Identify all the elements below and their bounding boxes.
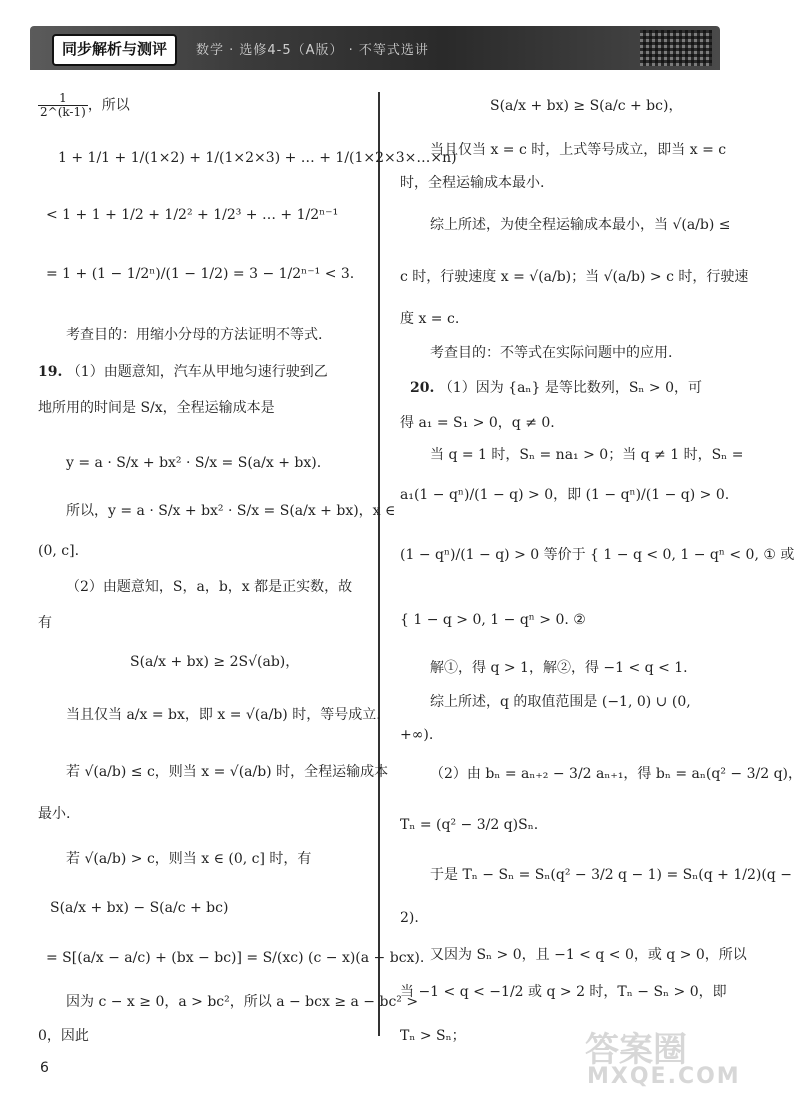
text-line: 综上所述，为使全程运输成本最小，当 √(a/b) ≤ [430, 217, 731, 233]
text-line: 时，全程运输成本最小. [400, 175, 545, 191]
text-line: 又因为 Sₙ > 0，且 −1 < q < 0，或 q > 0，所以 [430, 947, 747, 963]
text-line: +∞). [400, 727, 434, 743]
text-line: Tₙ = (q² − 3/2 q)Sₙ. [400, 817, 539, 833]
text-line: 于是 Tₙ − Sₙ = Sₙ(q² − 3/2 q − 1) = Sₙ(q + 1/2)(q − [430, 867, 792, 883]
text-line: 综上所述，q 的取值范围是 (−1, 0) ∪ (0, [430, 694, 691, 710]
book-subtitle: 数学 · 选修4-5（A版） · 不等式选讲 [196, 43, 429, 58]
text-line: c 时，行驶速度 x = √(a/b)；当 √(a/b) > c 时，行驶速 [400, 269, 749, 285]
question-number: 20. [410, 380, 435, 396]
text-line: 当且仅当 a/x = bx，即 x = √(a/b) 时，等号成立. [66, 707, 381, 723]
purpose-note: 考查目的：用缩小分母的方法证明不等式. [66, 327, 323, 343]
text-line: （2）由题意知，S，a，b，x 都是正实数，故 [66, 579, 353, 595]
cost-difference: S(a/x + bx) − S(a/c + bc) [50, 900, 229, 916]
text-line: 当且仅当 x = c 时，上式等号成立，即当 x = c [430, 142, 727, 158]
text-line: 0，因此 [38, 1028, 89, 1044]
page-header [30, 26, 720, 70]
case-system-2: { 1 − q > 0, 1 − qⁿ > 0. ② [400, 612, 586, 628]
cost-formula: y = a · S/x + bx² · S/x = S(a/x + bx). [66, 455, 322, 471]
purpose-note: 考查目的：不等式在实际问题中的应用. [430, 345, 673, 361]
cost-difference-expanded: = S[(a/x − a/c) + (bx − bc)] = S/(xc) (c − x)(a − bcx). [46, 950, 425, 966]
line-continuation: $\frac{1}{2\^{}(k-1)}$ ，所以 [40, 91, 130, 119]
question-20-intro: 20. （1）因为 {aₙ} 是等比数列，Sₙ > 0，可 [410, 380, 703, 396]
text-line: 2). [400, 910, 419, 926]
header-decoration [640, 30, 712, 66]
text-line: （2）由 bₙ = aₙ₊₂ − 3/2 aₙ₊₁，得 bₙ = aₙ(q² − 3/2 q)， [430, 766, 802, 782]
sum-condition: a₁(1 − qⁿ)/(1 − q) > 0，即 (1 − qⁿ)/(1 − q) > 0. [400, 487, 730, 503]
page-number: 6 [40, 1060, 49, 1076]
question-19-intro: 19. （1）由题意知，汽车从甲地匀速行驶到乙 [38, 364, 328, 380]
cost-inequality: S(a/x + bx) ≥ S(a/c + bc)， [490, 98, 683, 114]
watermark-text: 答案圈 [585, 1030, 687, 1070]
series-result: = 1 + (1 − 1/2ⁿ)/(1 − 1/2) = 3 − 1/2ⁿ⁻¹ < 3. [46, 266, 355, 282]
text-line: 若 √(a/b) ≤ c，则当 x = √(a/b) 时，全程运输成本 [66, 764, 389, 780]
question-number: 19. [38, 364, 63, 380]
watermark-logo [585, 1022, 741, 1092]
text-line: 得 a₁ = S₁ > 0，q ≠ 0. [400, 415, 555, 431]
text-line: (0, c]. [38, 543, 80, 559]
text-line: 最小. [38, 806, 71, 822]
series-bound: < 1 + 1 + 1/2 + 1/2² + 1/2³ + … + 1/2ⁿ⁻¹ [46, 207, 339, 223]
case-system-1: (1 − qⁿ)/(1 − q) > 0 等价于 { 1 − q < 0, 1 − qⁿ < 0, ① 或 [400, 547, 795, 563]
fraction: $\frac{1}{2\^{}(k-1)}$ [40, 91, 86, 119]
column-divider [378, 92, 380, 1036]
text-line: 当 −1 < q < −1/2 或 q > 2 时，Tₙ − Sₙ > 0，即 [400, 984, 727, 1000]
text-line: 度 x = c. [400, 311, 460, 327]
am-gm-inequality: S(a/x + bx) ≥ 2S√(ab)， [130, 654, 300, 670]
text-line: 解①，得 q > 1，解②，得 −1 < q < 1. [430, 660, 688, 676]
text-line: 因为 c − x ≥ 0，a > bc²，所以 a − bcx ≥ a − bc² > [66, 994, 419, 1010]
text-line: Tₙ > Sₙ； [400, 1028, 466, 1044]
text-line: 当 q = 1 时，Sₙ = na₁ > 0；当 q ≠ 1 时，Sₙ = [430, 447, 744, 463]
section-badge: 同步解析与测评 [52, 34, 177, 66]
text-line: 有 [38, 615, 52, 631]
watermark-url: MXQE.COM [587, 1064, 741, 1089]
text-line: 若 √(a/b) > c，则当 x ∈ (0, c] 时，有 [66, 851, 312, 867]
text-line: 所以，y = a · S/x + bx² · S/x = S(a/x + bx)，x ∈ [66, 503, 396, 519]
text-line: 地所用的时间是 S/x，全程运输成本是 [38, 400, 275, 416]
series-sum: 1 + 1/1 + 1/(1×2) + 1/(1×2×3) + … + 1/(1×2×3×…×n) [58, 150, 457, 166]
